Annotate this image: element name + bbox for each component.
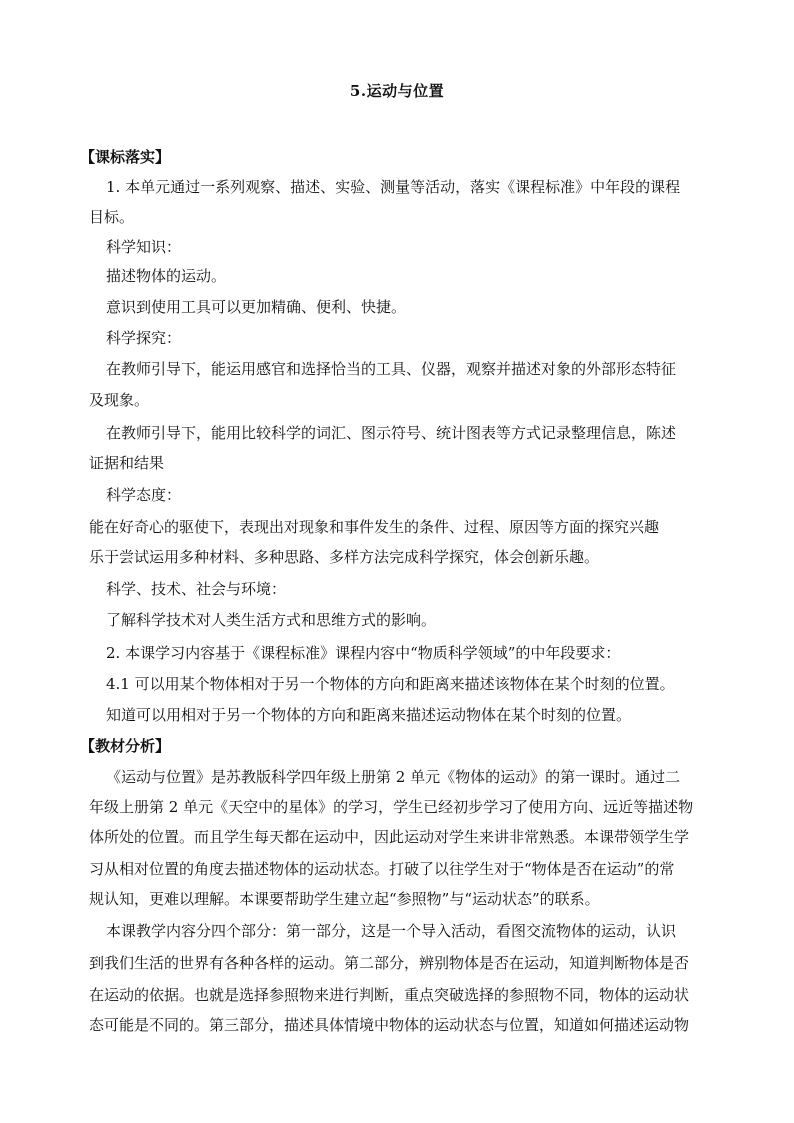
paragraph-line: 证据和结果 bbox=[89, 454, 165, 472]
paragraph-line: 在运动的依据。也就是选择参照物来进行判断，重点突破选择的参照物不同，物体的运动状 bbox=[89, 986, 690, 1004]
paragraph-line: 及现象。 bbox=[89, 391, 150, 409]
paragraph-line: 本课教学内容分四个部分：第一部分，这是一个导入活动，看图交流物体的运动，认识 bbox=[106, 922, 677, 940]
paragraph-line: 意识到使用工具可以更加精确、便利、快捷。 bbox=[106, 298, 407, 316]
paragraph-line: 知道可以用相对于另一个物体的方向和距离来描述运动物体在某个时刻的位置。 bbox=[106, 706, 632, 724]
page-title: 5.运动与位置 bbox=[349, 82, 445, 100]
paragraph-line: 描述物体的运动。 bbox=[106, 267, 227, 285]
section-heading-textbook-analysis: 【教材分析】 bbox=[80, 737, 171, 755]
paragraph-line: 目标。 bbox=[89, 208, 135, 226]
paragraph-line: 科学态度： bbox=[106, 486, 182, 504]
paragraph-line: 4.1 可以用某个物体相对于另一个物体的方向和距离来描述该物体在某个时刻的位置。 bbox=[106, 675, 675, 693]
paragraph-line: 1. 本单元通过一系列观察、描述、实验、测量等活动，落实《课程标准》中年段的课程 bbox=[106, 178, 681, 196]
paragraph-line: 了解科学技术对人类生活方式和思维方式的影响。 bbox=[106, 611, 437, 629]
paragraph-line: 2. 本课学习内容基于《课程标准》课程内容中“物质科学领域”的中年段要求： bbox=[106, 644, 621, 662]
paragraph-line: 年级上册第 2 单元《天空中的星体》的学习，学生已经初步学习了使用方向、远近等描述物 bbox=[89, 798, 694, 816]
paragraph-line: 到我们生活的世界有各种各样的运动。第二部分，辨别物体是否在运动，知道判断物体是否 bbox=[89, 954, 690, 972]
paragraph-line: 态可能是不同的。第三部分，描述具体情境中物体的运动状态与位置，知道如何描述运动物 bbox=[89, 1016, 690, 1034]
section-heading-curriculum: 【课标落实】 bbox=[80, 148, 171, 166]
paragraph-line: 在教师引导下，能用比较科学的词汇、图示符号、统计图表等方式记录整理信息，陈述 bbox=[106, 424, 677, 442]
paragraph-line: 科学、技术、社会与环境： bbox=[106, 580, 287, 598]
paragraph-line: 《运动与位置》是苏教版科学四年级上册第 2 单元《物体的运动》的第一课时。通过二 bbox=[106, 768, 681, 786]
paragraph-line: 科学知识： bbox=[106, 238, 182, 256]
paragraph-line: 科学探究： bbox=[106, 329, 182, 347]
paragraph-line: 规认知，更难以理解。本课要帮助学生建立起“参照物”与“运动状态”的联系。 bbox=[89, 890, 600, 908]
paragraph-line: 在教师引导下，能运用感官和选择恰当的工具、仪器，观察并描述对象的外部形态特征 bbox=[106, 360, 677, 378]
paragraph-line: 习从相对位置的角度去描述物体的运动状态。打破了以往学生对于“物体是否在运动”的常 bbox=[89, 860, 675, 878]
paragraph-line: 能在好奇心的驱使下，表现出对现象和事件发生的条件、过程、原因等方面的探究兴趣 bbox=[89, 518, 660, 536]
paragraph-line: 体所处的位置。而且学生每天都在运动中，因此运动对学生来讲非常熟悉。本课带领学生学 bbox=[89, 828, 690, 846]
paragraph-line: 乐于尝试运用多种材料、多种思路、多样方法完成科学探究，体会创新乐趣。 bbox=[89, 548, 600, 566]
